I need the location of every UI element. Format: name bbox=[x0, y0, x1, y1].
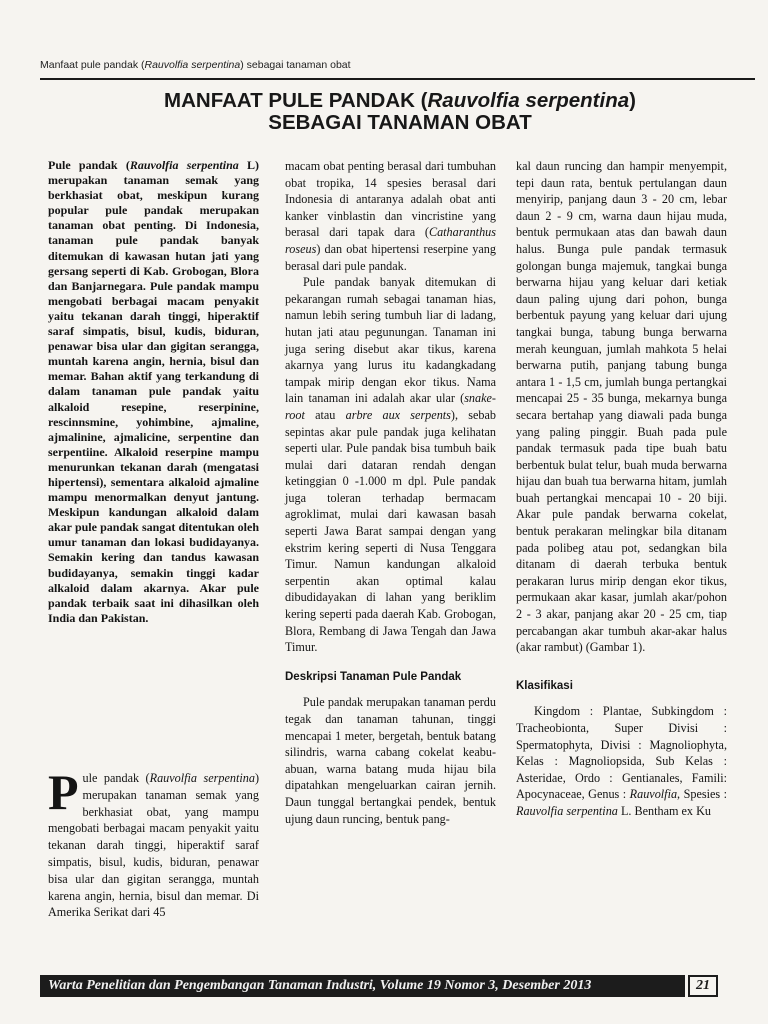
body-paragraph: Pule pandak merupakan tanaman perdu tegak dan tanaman tahunan, tinggi mencapai 1 meter, bergetah, bentuk batang silindris, warna cabang cokelat keabu-abuan, warna batang muda hijau bila dipatahkan mengeluarkan cairan jernih. Daun tunggal bertangkai pendek, bentuk ujung daun runcing, bentuk pang- bbox=[285, 695, 496, 826]
body-paragraph: macam obat penting berasal dari tumbuhan obat tropika, 14 spesies berasal dari Indonesia di antaranya adalah obat anti kanker vinblastin dan vincristine yang berasal dari tapak dara (Catharanthus roseus) dan obat hipertensi reserpine yang berasal dari pule pandak. bbox=[285, 159, 496, 273]
body-paragraph: kal daun runcing dan hampir menyempit, tepi daun rata, bentuk pertulangan daun menyirip, panjang daun 3 - 20 cm, lebar daun 2 - 9 cm, warna daun hijau muda, bentuk permukaan atas dan bawah daun halus. Bunga pule pandak termasuk golongan bunga majemuk, tangkai bunga berwarna hijau yang keluar dari ketiak daun paling ujung dari pohon, bunga berbentuk payung yang keluar dari ujung tangkai bunga, tabung bunga berwarna merah keunguan, jumlah mahkota 5 helai berwarna putih, panjang tabung bunga antara 1 - 1,5 cm, jumlah bunga pertangkai mencapai 25 - 35 bunga, mekarnya bunga secara bertahap yang diawali pada bunga yang paling pinggir. Buah pada pule pandak termasuk pada tipe buah batu berbentuk bulat telur, buah muda berwarna hijau dan buah tua berwarna hitam, jumlah buah pertangkai mencapai 10 - 20 biji. Akar pule pandak berwarna cokelat, bentuk perakaran melingkar bila ditanam pada polibeg atau pot, sedangkan bila ditanam di daerah terbuka bentuk perakaran lurus mirip dengan ekor tikus, permukaan akar kasar, jumlah akar/pohon 2 - 3 akar, panjang akar 20 - 25 cm, tiap percabangan akar tumbuh akar-akar halus (akar rambut) (Gambar 1). bbox=[516, 159, 727, 655]
page-number: 21 bbox=[688, 975, 718, 997]
header-rule bbox=[40, 78, 755, 80]
section-heading-klasifikasi: Klasifikasi bbox=[516, 679, 573, 692]
body-paragraph: Pule pandak banyak ditemukan di pekarangan rumah sebagai tanaman hias, namun lebih sering tumbuh liar di ladang, hutan jati atau pegunungan. Tanaman ini juga sering disebut akar tikus, karena akarnya yang lurus itu kadangkadang tampak mirip dengan ekor tikus. Nama lain tanaman ini adalah akar ular (snake-root atau arbre aux serpents), sebab sepintas akar pule pandak juga kelihatan seperti ular. Pule pandak bisa tumbuh baik mulai dari dataran rendah dengan ketinggian 0 -1.000 m dpl. Pule pandak juga toleran terhadap bermacam agroklimat, mulai dari kawasan basah seperti Jawa Barat sampai dengan yang ekstrim kering seperti di Nusa Tenggara Timur. Namun kandungan alkaloid serpentin akan optimal kalau dibudidayakan di lahan yang beriklim kering seperti pada daerah Kab. Grobogan, Blora, Rembang di Jawa Tengah dan Jawa Timur. bbox=[285, 275, 496, 655]
running-head: Manfaat pule pandak (Rauvolfia serpentina) sebagai tanaman obat bbox=[40, 59, 351, 71]
footer-journal-band: Warta Penelitian dan Pengembangan Tanaman Industri, Volume 19 Nomor 3, Desember 2013 bbox=[40, 975, 685, 997]
drop-cap: P bbox=[48, 764, 79, 820]
intro-paragraph: Pule pandak (Rauvolfia serpentina) merupakan tanaman semak yang berkhasiat obat, yang mampu mengobati berbagai macam penyakit yaitu tekanan darah tinggi, hiperaktif saraf simpatis, bisul, kudis, biduran, penawar bisa ular dan gigitan serangga, muntah karena angin, hernia, bisul dan memar. Di Amerika Serikat dari 45 bbox=[48, 764, 259, 920]
article-title: MANFAAT PULE PANDAK (Rauvolfia serpentina) SEBAGAI TANAMAN OBAT bbox=[164, 89, 636, 134]
column-3 bbox=[516, 158, 727, 820]
abstract-paragraph: Pule pandak (Rauvolfia serpentina L) merupakan tanaman semak yang berkhasiat obat, meskipun kurang popular pule pandak merupakan tanaman obat penting. Di Indonesia, tanaman pule pandak banyak ditemukan di kawasan hutan jati yang gersang seperti di Kab. Grobogan, Blora dan Banjarnegara. Pule pandak mampu mengobati berbagai macam penyakit yaitu tekanan darah tinggi, hiperaktif saraf simpatis, bisul, kudis, biduran, penawar bisa ular dan gigitan serangga, muntah karena angin, hernia, bisul dan memar. Bahan aktif yang terkandung di dalam tanaman pule pandak yaitu alkaloid resepine, reserpinine, rescinnsmine, yohimbine, ajmaline, ajmalinine, ajmalicine, serpentine dan serpentiine. Alkaloid reserpine mampu menurunkan tekanan darah (mengatasi hipertensi), sementara alkaloid ajmaline mampu menormalkan denyut jantung. Meskipun kandungan alkaloid dalam akar pule pandak sangat ditentukan oleh umur tanaman dan lokasi budidayanya. Semakin kering dan tandus kawasan budidayanya, semakin tinggi kadar alkaloid dalam akarnya. Akar pule pandak terbaik saat ini dihasilkan oleh India dan Pakistan. bbox=[48, 158, 260, 625]
section-heading-deskripsi: Deskripsi Tanaman Pule Pandak bbox=[285, 670, 462, 683]
column-2 bbox=[285, 158, 496, 827]
body-paragraph: Kingdom : Plantae, Subkingdom : Tracheobionta, Super Divisi : Spermatophyta, Divisi : Magnoliophyta, Kelas : Magnoliopsida, Sub Kelas : Asteridae, Ordo : Gentianales, Famili: Apocynaceae, Genus : Rauvolfia, Spesies : Rauvolfia serpentina L. Bentham ex Ku bbox=[516, 704, 727, 818]
abstract bbox=[48, 158, 259, 626]
